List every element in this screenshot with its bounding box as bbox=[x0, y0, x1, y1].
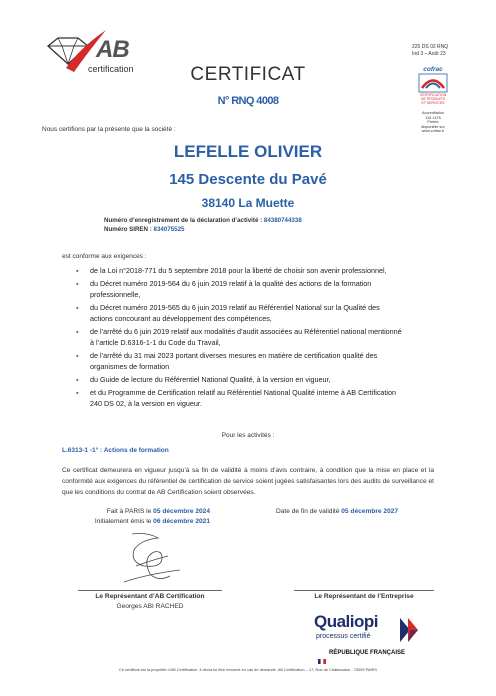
cofrac-brand-text: cofrac bbox=[423, 66, 443, 73]
accreditation-line-1: Accréditation bbox=[422, 111, 444, 115]
bullet-icon: ▪ bbox=[76, 327, 79, 336]
list-item bbox=[64, 374, 404, 385]
certificate-title: CERTIFICAT bbox=[190, 64, 306, 85]
document-reference bbox=[412, 44, 448, 57]
accreditation-line-5: www.cofrac.fr bbox=[421, 129, 445, 134]
declaration-value: 84380744338 bbox=[263, 217, 302, 224]
cofrac-line-2: DE PRODUITS bbox=[421, 97, 445, 101]
company-address: 145 Descente du Pavé bbox=[169, 171, 327, 188]
signature-divider-left bbox=[78, 590, 222, 591]
validity-paragraph: Ce certificat demeurera en vigueur jusqu’à sa fin de validité à moins d’avis contraire, à condition que la mise en place et la conformité aux exigences du référentiel de certification de service soient jugées satisfaisantes lors des audits de surveillance et que les conditions du contrat de AB Certification soient observées. bbox=[62, 467, 434, 496]
ab-tagline-text: certification bbox=[88, 64, 134, 74]
accreditation-line-4: disponible sur bbox=[421, 124, 445, 129]
french-flag-icon bbox=[318, 651, 326, 656]
end-validity-line bbox=[276, 508, 398, 515]
requirement-text: du Décret numéro 2019-565 du 6 juin 2019 relatif au Référentiel National sur la Qualité des actions concourant au développement des compétences, bbox=[90, 303, 380, 323]
end-prefix: Date de fin de validité bbox=[276, 508, 340, 515]
qualiopi-subtitle: processus certifié bbox=[316, 633, 371, 640]
footer-text: Ce certificat est la propriété d’AB Certification. Il devra lui être retourné en cas de demande. AB Certification – 17, Rue de Châteaudun - 75009 PARIS bbox=[119, 667, 377, 672]
declaration-line bbox=[104, 217, 302, 224]
signature-divider-right bbox=[294, 590, 434, 591]
cofrac-line-3: ET SERVICES bbox=[421, 101, 445, 105]
initial-date: 06 décembre 2021 bbox=[153, 518, 210, 525]
issued-line bbox=[60, 508, 210, 515]
activities-label: Pour les activités : bbox=[221, 432, 275, 439]
signatory-left-title: Le Représentant d’AB Certification bbox=[95, 593, 205, 600]
bullet-icon: ▪ bbox=[76, 351, 79, 360]
list-item bbox=[64, 278, 404, 300]
bullet-icon: ▪ bbox=[76, 303, 79, 312]
requirement-text: du Décret numéro 2019-564 du 6 juin 2019 relatif à la qualité des actions de la formation professionnelle, bbox=[90, 279, 372, 299]
initial-line bbox=[60, 518, 210, 525]
ab-brand-text: AB bbox=[96, 36, 129, 63]
activity-text: L.6313-1 -1° : Actions de formation bbox=[62, 447, 169, 454]
signatory-left-name: Georges ABI RACHED bbox=[116, 603, 184, 610]
siren-label: Numéro SIREN : bbox=[104, 226, 152, 233]
company-name: LEFELLE OLIVIER bbox=[173, 142, 323, 161]
certificate-number: N° RNQ 4008 bbox=[217, 95, 279, 107]
qualiopi-logo bbox=[312, 612, 432, 662]
issued-date: 05 décembre 2024 bbox=[153, 508, 210, 515]
issued-prefix: Fait à PARIS le bbox=[106, 508, 152, 515]
list-item bbox=[64, 265, 404, 276]
requirement-text: du Guide de lecture du Référentiel National Qualité, à la version en vigueur, bbox=[90, 375, 331, 384]
requirement-text: de la Loi n°2018-771 du 5 septembre 2018 pour la liberté de choisir son avenir professionnel, bbox=[90, 266, 387, 275]
list-item bbox=[64, 350, 404, 372]
requirements-list bbox=[64, 265, 404, 411]
initial-prefix: Initialement émis le bbox=[94, 518, 152, 525]
qualiopi-triangles-icon bbox=[398, 616, 420, 644]
siren-line bbox=[104, 226, 185, 233]
republique-francaise-text: RÉPUBLIQUE FRANÇAISE bbox=[329, 650, 406, 656]
doc-ref-line2: Ind 3 – Août 23 bbox=[412, 50, 446, 57]
declaration-label: Numéro d’enregistrement de la déclaration d’activité : bbox=[104, 217, 263, 224]
intro-text: Nous certifions par la présente que la société : bbox=[42, 126, 176, 133]
bullet-icon: ▪ bbox=[76, 266, 79, 275]
company-city: 38140 La Muette bbox=[201, 196, 295, 210]
bullet-icon: ▪ bbox=[76, 388, 79, 397]
compliance-intro: est conforme aux exigences : bbox=[62, 253, 147, 260]
list-item bbox=[64, 387, 404, 409]
accreditation-line-3: Portée bbox=[427, 120, 439, 125]
requirement-text: de l’arrêté du 6 juin 2019 relatif aux modalités d’audit associées au Référentiel national mentionné à l’article D.6316-1-1 du Code du Travail, bbox=[90, 327, 402, 347]
end-date: 05 décembre 2027 bbox=[341, 508, 399, 515]
bullet-icon: ▪ bbox=[76, 279, 79, 288]
cofrac-line-1: CERTIFICATION bbox=[419, 93, 447, 97]
accreditation-line-2: 115 1475 bbox=[425, 115, 441, 120]
siren-value: 834075525 bbox=[153, 226, 185, 233]
requirement-text: de l’arrêté du 31 mai 2023 portant diverses mesures en matière de certification qualité des organismes de formation bbox=[90, 351, 378, 371]
cofrac-accreditation bbox=[416, 111, 450, 134]
list-item bbox=[64, 302, 404, 324]
doc-ref-line1: 225 DS 02 RNQ bbox=[412, 44, 449, 50]
signatory-right-title: Le Représentant de l’Entreprise bbox=[314, 593, 414, 600]
list-item bbox=[64, 326, 404, 348]
qualiopi-brand-text: Qualiopi bbox=[314, 612, 378, 631]
requirement-text: et du Programme de Certification relatif au Référentiel National Qualité interne à AB Certification 240 DS 02, à la version en vigueur. bbox=[90, 388, 397, 408]
signature-image bbox=[118, 530, 188, 586]
bullet-icon: ▪ bbox=[76, 375, 79, 384]
